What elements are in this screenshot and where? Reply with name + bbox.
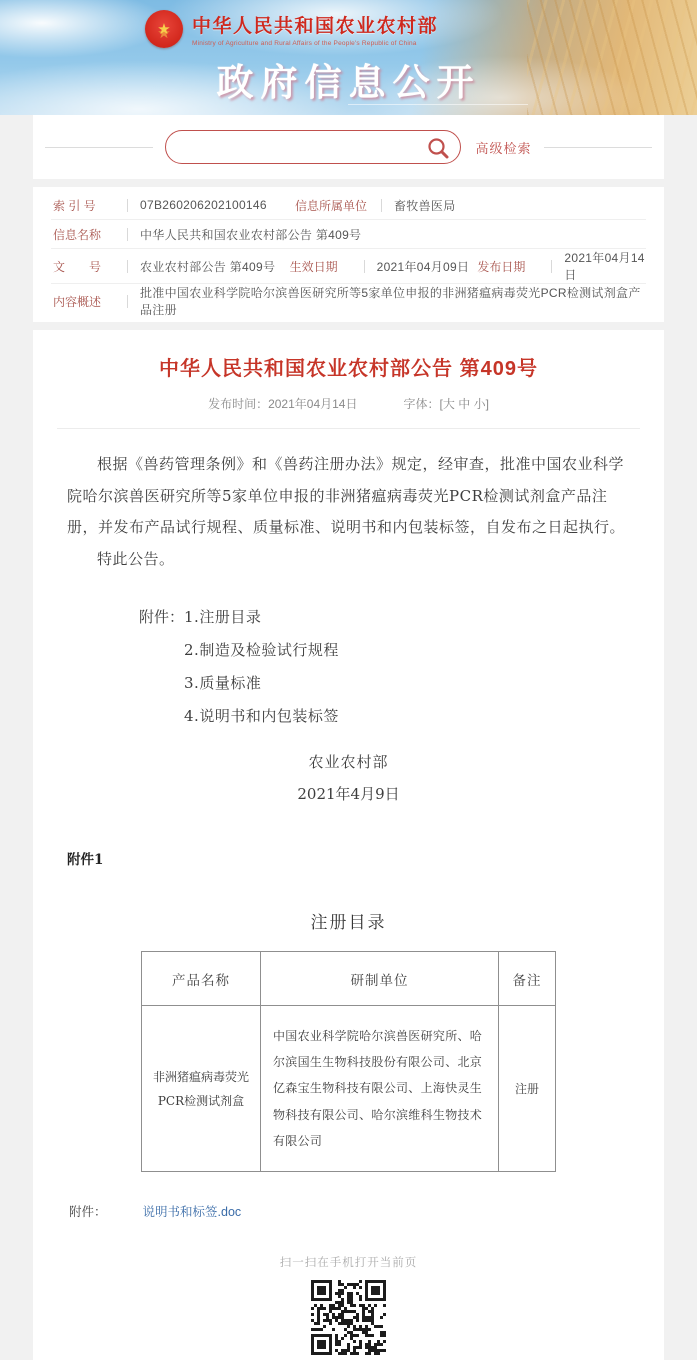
banner-underline xyxy=(348,104,528,105)
meta-unit-label: 信息所属单位 xyxy=(295,198,368,213)
document-meta-line xyxy=(67,395,630,412)
annex-title: 注册目录 xyxy=(310,913,387,933)
advanced-search-link[interactable]: 高级检索 xyxy=(475,140,532,156)
article-attachment-list xyxy=(139,601,630,733)
footer-attachment-label: 附件： xyxy=(69,1205,107,1219)
font-bracket-right: ] xyxy=(485,397,489,411)
meta-summary-value: 批准中国农业科学院哈尔滨兽医研究所等5家单位申报的非洲猪瘟病毒荧光PCR检测试剂盒产品注册 xyxy=(140,286,641,317)
table-header-row xyxy=(142,952,556,1006)
font-size-label: 字体： xyxy=(403,397,440,411)
search-section xyxy=(33,115,664,179)
meta-row-summary xyxy=(51,284,646,318)
meta-separator xyxy=(381,199,382,212)
table-row xyxy=(142,1006,556,1172)
meta-name-label: 信息名称 xyxy=(53,227,102,242)
meta-separator xyxy=(127,295,128,308)
signature-block xyxy=(67,747,630,810)
font-size-medium-button[interactable]: 中 xyxy=(458,397,471,411)
sky-banner xyxy=(0,0,697,115)
meta-separator xyxy=(364,260,365,273)
search-icon[interactable] xyxy=(426,136,450,160)
publish-time-value: 2021年04月14日 xyxy=(268,397,358,411)
meta-separator xyxy=(127,228,128,241)
table-cell-developers: 中国农业科学院哈尔滨兽医研究所、哈尔滨国生生物科技股份有限公司、北京亿森宝生物科技有限公司、上海快灵生物科技有限公司、哈尔滨维科生物技术有限公司 xyxy=(261,1006,499,1172)
table-cell-product: 非洲猪瘟病毒荧光PCR检测试剂盒 xyxy=(142,1006,261,1172)
main-column xyxy=(33,115,664,1360)
meta-name-value: 中华人民共和国农业农村部公告 第409号 xyxy=(140,227,362,242)
page-title: 政府信息公开 xyxy=(216,62,481,103)
meta-effective-value: 2021年04月09日 xyxy=(376,259,470,274)
font-size-large-button[interactable]: 大 xyxy=(442,397,455,411)
site-name-english: Ministry of Agriculture and Rural Affairs of the People's Republic of China xyxy=(192,40,417,47)
article-paragraph-2: 特此公告。 xyxy=(97,549,175,568)
table-header-product: 产品名称 xyxy=(142,952,261,1006)
meta-separator xyxy=(127,260,128,273)
meta-publish-value: 2021年04月14日 xyxy=(564,251,645,282)
search-input[interactable] xyxy=(180,131,430,161)
meta-index-value: 07B260206202100146 xyxy=(140,198,267,212)
attachment-item-2: 2.制造及检验试行规程 xyxy=(184,641,339,659)
meta-index-label: 索 引 号 xyxy=(53,198,96,213)
qr-section xyxy=(67,1254,630,1360)
table-header-developers: 研制单位 xyxy=(261,952,499,1006)
left-divider-line xyxy=(45,147,153,148)
meta-effective-label: 生效日期 xyxy=(289,259,338,274)
attachments-label: 附件： xyxy=(139,608,185,626)
title-divider xyxy=(57,428,640,429)
meta-summary-label: 内容概述 xyxy=(53,294,102,309)
search-box[interactable] xyxy=(165,130,461,164)
qr-caption: 扫一扫在手机打开当前页 xyxy=(279,1257,418,1269)
meta-docno-value: 农业农村部公告 第409号 xyxy=(140,259,276,274)
attachment-item-3: 3.质量标准 xyxy=(184,674,262,692)
site-logo[interactable] xyxy=(145,10,438,48)
article-paragraph-1: 根据《兽药管理条例》和《兽药注册办法》规定，经审查，批准中国农业科学院哈尔滨兽医研究所等5家单位申报的非洲猪瘟病毒荧光PCR检测试剂盒产品注册，并发布产品试行规程、质量标准、说明书和内包装标签，自发布之日起执行。 xyxy=(67,455,626,536)
site-name: 中华人民共和国农业农村部 xyxy=(192,16,439,37)
attachment-item-4: 4.说明书和内包装标签 xyxy=(184,707,339,725)
footer-attachment-row xyxy=(67,1202,630,1220)
table-cell-note: 注册 xyxy=(499,1006,556,1172)
right-divider-line xyxy=(544,147,652,148)
registration-table xyxy=(141,951,556,1172)
emblem-star-icon: ★ xyxy=(157,20,171,38)
annex-label: 附件1 xyxy=(67,852,104,868)
sign-date: 2021年4月9日 xyxy=(297,784,400,803)
meta-row-docno xyxy=(51,249,646,284)
meta-separator xyxy=(127,199,128,212)
attachment-item-1: 1.注册目录 xyxy=(184,608,262,626)
meta-docno-label: 文 号 xyxy=(53,259,102,274)
signer-name: 农业农村部 xyxy=(308,753,389,771)
publish-time-label: 发布时间： xyxy=(208,397,269,411)
meta-unit-value: 畜牧兽医局 xyxy=(394,198,456,213)
document-card xyxy=(33,330,664,1360)
qr-code xyxy=(311,1280,386,1355)
meta-row-index xyxy=(51,191,646,220)
meta-publish-label: 发布日期 xyxy=(477,259,526,274)
font-bracket-left: [ xyxy=(439,397,443,411)
document-title: 中华人民共和国农业农村部公告 第409号 xyxy=(159,358,538,380)
font-size-small-button[interactable]: 小 xyxy=(473,397,486,411)
national-emblem-icon xyxy=(145,10,183,48)
table-header-note: 备注 xyxy=(499,952,556,1006)
metadata-panel xyxy=(33,187,664,322)
meta-row-name xyxy=(51,220,646,249)
meta-separator xyxy=(551,260,552,273)
attachment-doc-link[interactable]: 说明书和标签.doc xyxy=(142,1205,242,1219)
